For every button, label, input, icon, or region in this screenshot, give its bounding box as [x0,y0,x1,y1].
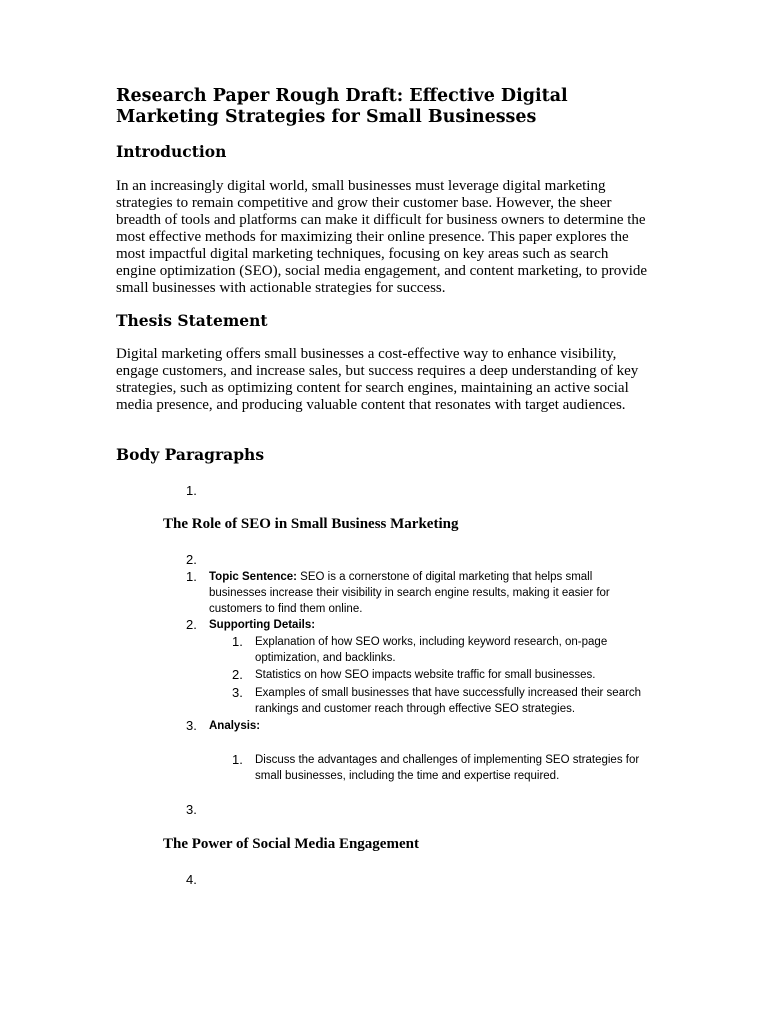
analysis-detail-text: Discuss the advantages and challenges of implementing SEO strategies for small businesses, including the time and expertise required. [255,754,640,782]
subheading-seo: The Role of SEO in Small Business Marketing [163,516,459,532]
thesis-paragraph: Digital marketing offers small businesses a cost-effective way to enhance visibility, engage customers, and increase sales, but success requires a deep understanding of key strategies, such as optimizing content for search engines, maintaining an active social media presence, and producing valuable content that resonates with target audiences. [116,346,639,413]
topic-sentence-text: SEO is a cornerstone of digital marketing that helps small businesses increase their visibility in search engine results, making it easier for customers to find them online. [209,571,610,615]
subheading-social-media: The Power of Social Media Engagement [163,836,419,852]
detail-item [232,634,652,666]
paper-title: Research Paper Rough Draft: Effective Digital Marketing Strategies for Small Businesses [116,86,568,127]
list-number: 4. [186,872,197,887]
list-number: 1. [186,483,197,498]
list-number: 1. [232,752,243,767]
heading-thesis-statement: Thesis Statement [116,311,268,330]
list-number: 3. [232,685,243,700]
topic-sentence-label: Topic Sentence: [209,571,297,583]
heading-body-paragraphs: Body Paragraphs [116,445,265,464]
analysis-detail-item [232,752,652,784]
list-number: 2. [232,667,243,682]
heading-introduction: Introduction [116,142,227,161]
detail-text: Examples of small businesses that have successfully increased their search rankings and customer reach through effective SEO strategies. [255,687,642,715]
list-number: 2. [186,552,197,567]
analysis-label: Analysis: [209,720,261,732]
list-number: 2. [186,617,197,632]
detail-item [232,685,652,717]
list-number: 1. [186,569,197,584]
detail-item [232,667,652,683]
analysis-item [186,718,646,734]
topic-sentence-item [186,569,646,617]
detail-text: Statistics on how SEO impacts website traffic for small businesses. [255,669,596,681]
supporting-details-item [186,617,646,633]
list-number: 1. [232,634,243,649]
introduction-paragraph: In an increasingly digital world, small businesses must leverage digital marketing strategies to remain competitive and grow their customer base. However, the sheer breadth of tools and platforms can make it difficult for business owners to determine the most effective methods for maximizing their online presence. This paper explores the most impactful digital marketing techniques, focusing on key areas such as search engine optimization (SEO), social media engagement, and content marketing, to provide small businesses with actionable strategies for success. [116,178,648,296]
list-number: 3. [186,718,197,733]
detail-text: Explanation of how SEO works, including keyword research, on-page optimization, and backlinks. [255,636,608,664]
supporting-details-label: Supporting Details: [209,619,316,631]
list-number: 3. [186,802,197,817]
